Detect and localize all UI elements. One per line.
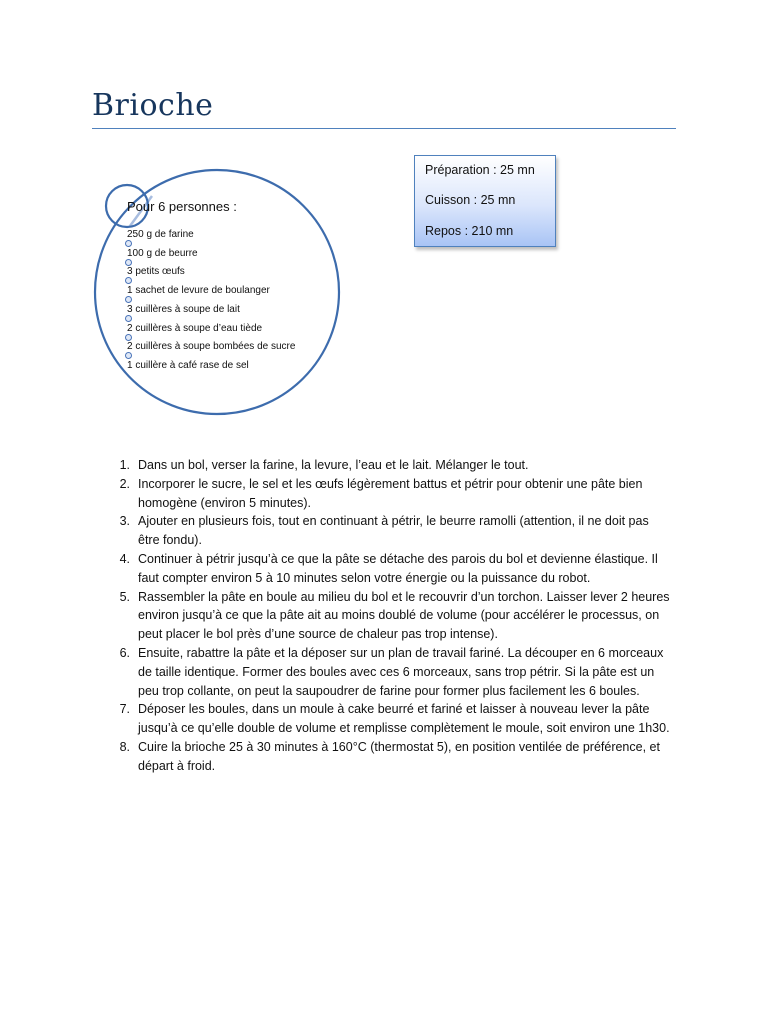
step-item — [110, 644, 670, 700]
step-text: Ensuite, rabattre la pâte et la déposer sur un plan de travail fariné. La découper en 6 morceaux de taille identique. Former des boules avec ces 6 morceaux, sans trop pétrir. Si la pâte est un peu trop collante, on peut la saupoudrer de farine pour former plus facilement les 6 boules. — [138, 645, 664, 698]
ingredient-text: 3 petits œufs — [127, 266, 185, 278]
instructions-list — [110, 456, 670, 776]
ingredient-item — [127, 301, 295, 320]
step-number: 2. — [119, 476, 130, 491]
step-number: 4. — [119, 551, 130, 566]
ingredient-text: 3 cuillères à soupe de lait — [127, 303, 240, 315]
cooking-time: Cuisson : 25 mn — [425, 193, 516, 207]
ingredient-item — [127, 226, 295, 245]
ingredient-text: 1 cuillère à café rase de sel — [127, 359, 249, 371]
ingredient-text: 2 cuillères à soupe d’eau tiède — [127, 322, 263, 334]
step-text: Ajouter en plusieurs fois, tout en continuant à pétrir, le beurre ramolli (attention, il ne doit pas être fondu). — [138, 514, 649, 548]
ingredient-item — [127, 245, 295, 264]
step-number: 3. — [119, 514, 130, 529]
step-item — [110, 475, 670, 513]
ingredient-item — [127, 320, 295, 339]
step-number: 6. — [119, 645, 130, 660]
preparation-time: Préparation : 25 mn — [425, 163, 535, 177]
step-item — [110, 512, 670, 550]
ingredient-list — [127, 226, 295, 376]
step-text: Continuer à pétrir jusqu’à ce que la pâte se détache des parois du bol et devienne élastique. Il faut compter environ 5 à 10 minutes selon votre énergie ou la puissance du robot. — [138, 551, 658, 585]
step-item — [110, 588, 670, 644]
step-text: Déposer les boules, dans un moule à cake beurré et fariné et laisser à nouveau lever la pâte jusqu’à ce qu’elle double de volume et remplisse complètement le moule, soit environ une 1h30. — [138, 702, 670, 736]
ingredient-item — [127, 338, 295, 357]
ingredient-item — [127, 263, 295, 282]
ingredient-text: 250 g de farine — [127, 229, 194, 240]
timing-box — [414, 155, 556, 247]
step-number: 7. — [119, 702, 130, 717]
step-number: 5. — [119, 589, 130, 604]
step-item — [110, 456, 670, 475]
document-title: Brioche — [92, 88, 214, 123]
ingredient-text: 100 g de beurre — [127, 247, 198, 259]
ingredient-item — [127, 282, 295, 301]
step-item — [110, 550, 670, 588]
ingredient-item — [127, 357, 295, 376]
ingredient-text: 2 cuillères à soupe bombées de sucre — [127, 341, 296, 353]
step-text: Incorporer le sucre, le sel et les œufs légèrement battus et pétrir pour obtenir une pâte bien homogène (environ 5 minutes). — [138, 476, 643, 510]
step-item — [110, 700, 670, 738]
servings-heading: Pour 6 personnes : — [127, 199, 237, 214]
step-number: 8. — [119, 739, 130, 754]
step-text: Dans un bol, verser la farine, la levure, l’eau et le lait. Mélanger le tout. — [138, 458, 529, 472]
step-item — [110, 738, 670, 776]
resting-time: Repos : 210 mn — [425, 224, 514, 238]
step-text: Rassembler la pâte en boule au milieu du bol et le recouvrir d’un torchon. Laisser lever 2 heures environ jusqu’à ce que la pâte ait au moins doublé de volume (pour accélérer le processus, on peut placer le bol près d’une source de chaleur pas trop intense). — [138, 589, 670, 642]
step-number: 1. — [119, 458, 130, 472]
step-text: Cuire la brioche 25 à 30 minutes à 160°C (thermostat 5), en position ventilée de préférence, et départ à froid. — [138, 739, 660, 773]
ingredient-text: 1 sachet de levure de boulanger — [127, 285, 270, 297]
